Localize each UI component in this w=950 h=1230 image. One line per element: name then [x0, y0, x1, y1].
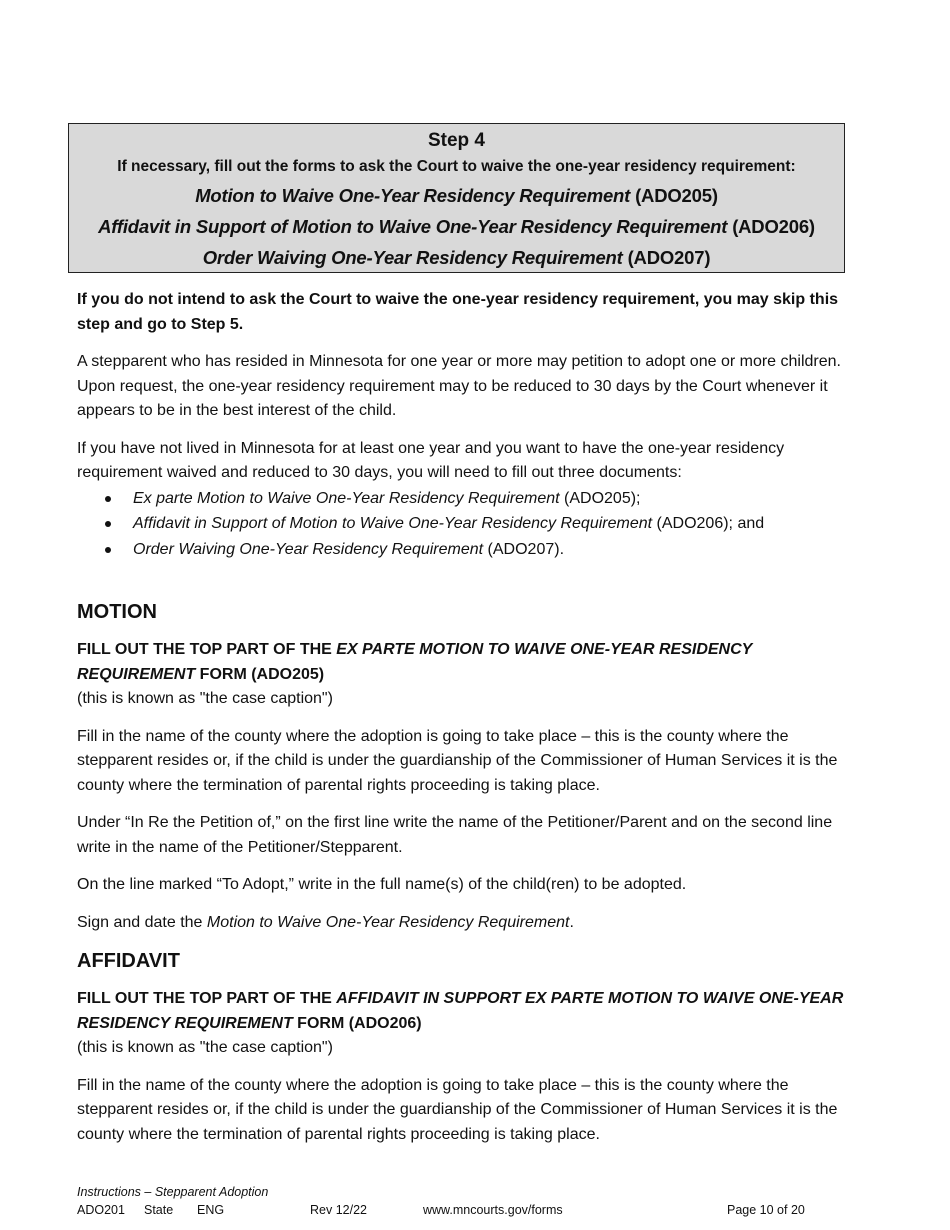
motion-instruction: FILL OUT THE TOP PART OF THE EX PARTE MOTION TO WAIVE ONE-YEAR RESIDENCY REQUIREMENT FORM (ADO205): [77, 641, 753, 683]
list-item: Ex parte Motion to Waive One-Year Residency Requirement (ADO205);: [77, 486, 852, 512]
step-form-motion: Motion to Waive One-Year Residency Requirement (ADO205): [195, 185, 718, 206]
footer-page-number: Page 10 of 20: [727, 1203, 805, 1217]
motion-caption-note: (this is known as "the case caption"): [77, 690, 333, 707]
step-form-order: Order Waiving One-Year Residency Requirement (ADO207): [202, 247, 711, 268]
footer-form-code: ADO201: [77, 1203, 125, 1217]
page-footer: [77, 1183, 837, 1219]
step-title: Step 4: [427, 130, 486, 151]
footer-revision: Rev 12/22: [310, 1203, 367, 1217]
intro-paragraph-1: A stepparent who has resided in Minnesota for one year or more may petition to adopt one or more children. Upon request, the one-year residency requirement may to be reduced to 30 days by the Court whenever it appears to be in the best interest of the child.: [77, 353, 841, 419]
affidavit-county-paragraph: Fill in the name of the county where the adoption is going to take place – this is the county where the stepparent resides or, if the child is under the guardianship of the Commissioner of Human Services it is the county where the termination of parental rights proceeding is taking place.: [77, 1076, 838, 1143]
motion-heading: MOTION: [77, 601, 157, 623]
affidavit-heading: AFFIDAVIT: [77, 950, 180, 972]
footer-url[interactable]: www.mncourts.gov/forms: [423, 1203, 563, 1217]
affidavit-instruction: FILL OUT THE TOP PART OF THE AFFIDAVIT IN SUPPORT EX PARTE MOTION TO WAIVE ONE-YEAR RESIDENCY REQUIREMENT FORM (ADO206): [77, 990, 844, 1032]
affidavit-caption-note: (this is known as "the case caption"): [77, 1039, 333, 1056]
list-item: Affidavit in Support of Motion to Waive One-Year Residency Requirement (ADO206); and: [77, 511, 852, 537]
step-box: [68, 123, 845, 273]
list-item: Order Waiving One-Year Residency Requirement (ADO207).: [77, 537, 852, 563]
footer-language: ENG: [197, 1203, 225, 1217]
step-subtitle: If necessary, fill out the forms to ask the Court to waive the one-year residency requirement:: [117, 158, 796, 175]
motion-adopt-paragraph: On the line marked “To Adopt,” write in the full name(s) of the child(ren) to be adopted.: [77, 876, 687, 893]
main-content: [77, 288, 852, 1147]
step-form-affidavit: Affidavit in Support of Motion to Waive One-Year Residency Requirement (ADO206): [98, 216, 815, 237]
motion-petition-paragraph: Under “In Re the Petition of,” on the first line write the name of the Petitioner/Parent and on the second line write in the name of the Petitioner/Stepparent.: [77, 814, 833, 856]
documents-list: [77, 486, 852, 563]
intro-paragraph-2: If you have not lived in Minnesota for at least one year and you want to have the one-year residency requirement waived and reduced to 30 days, you will need to fill out three documents:: [77, 439, 785, 481]
footer-doc-title: Instructions – Stepparent Adoption: [77, 1185, 269, 1199]
skip-note: If you do not intend to ask the Court to waive the one-year residency requirement, you may skip this step and go to Step 5.: [77, 291, 839, 333]
motion-county-paragraph: Fill in the name of the county where the adoption is going to take place – this is the county where the stepparent resides or, if the child is under the guardianship of the Commissioner of Human Services it is the county where the termination of parental rights proceeding is taking place.: [77, 727, 838, 794]
footer-jurisdiction: State: [144, 1203, 174, 1217]
motion-sign-paragraph: Sign and date the Motion to Waive One-Year Residency Requirement.: [77, 913, 574, 931]
